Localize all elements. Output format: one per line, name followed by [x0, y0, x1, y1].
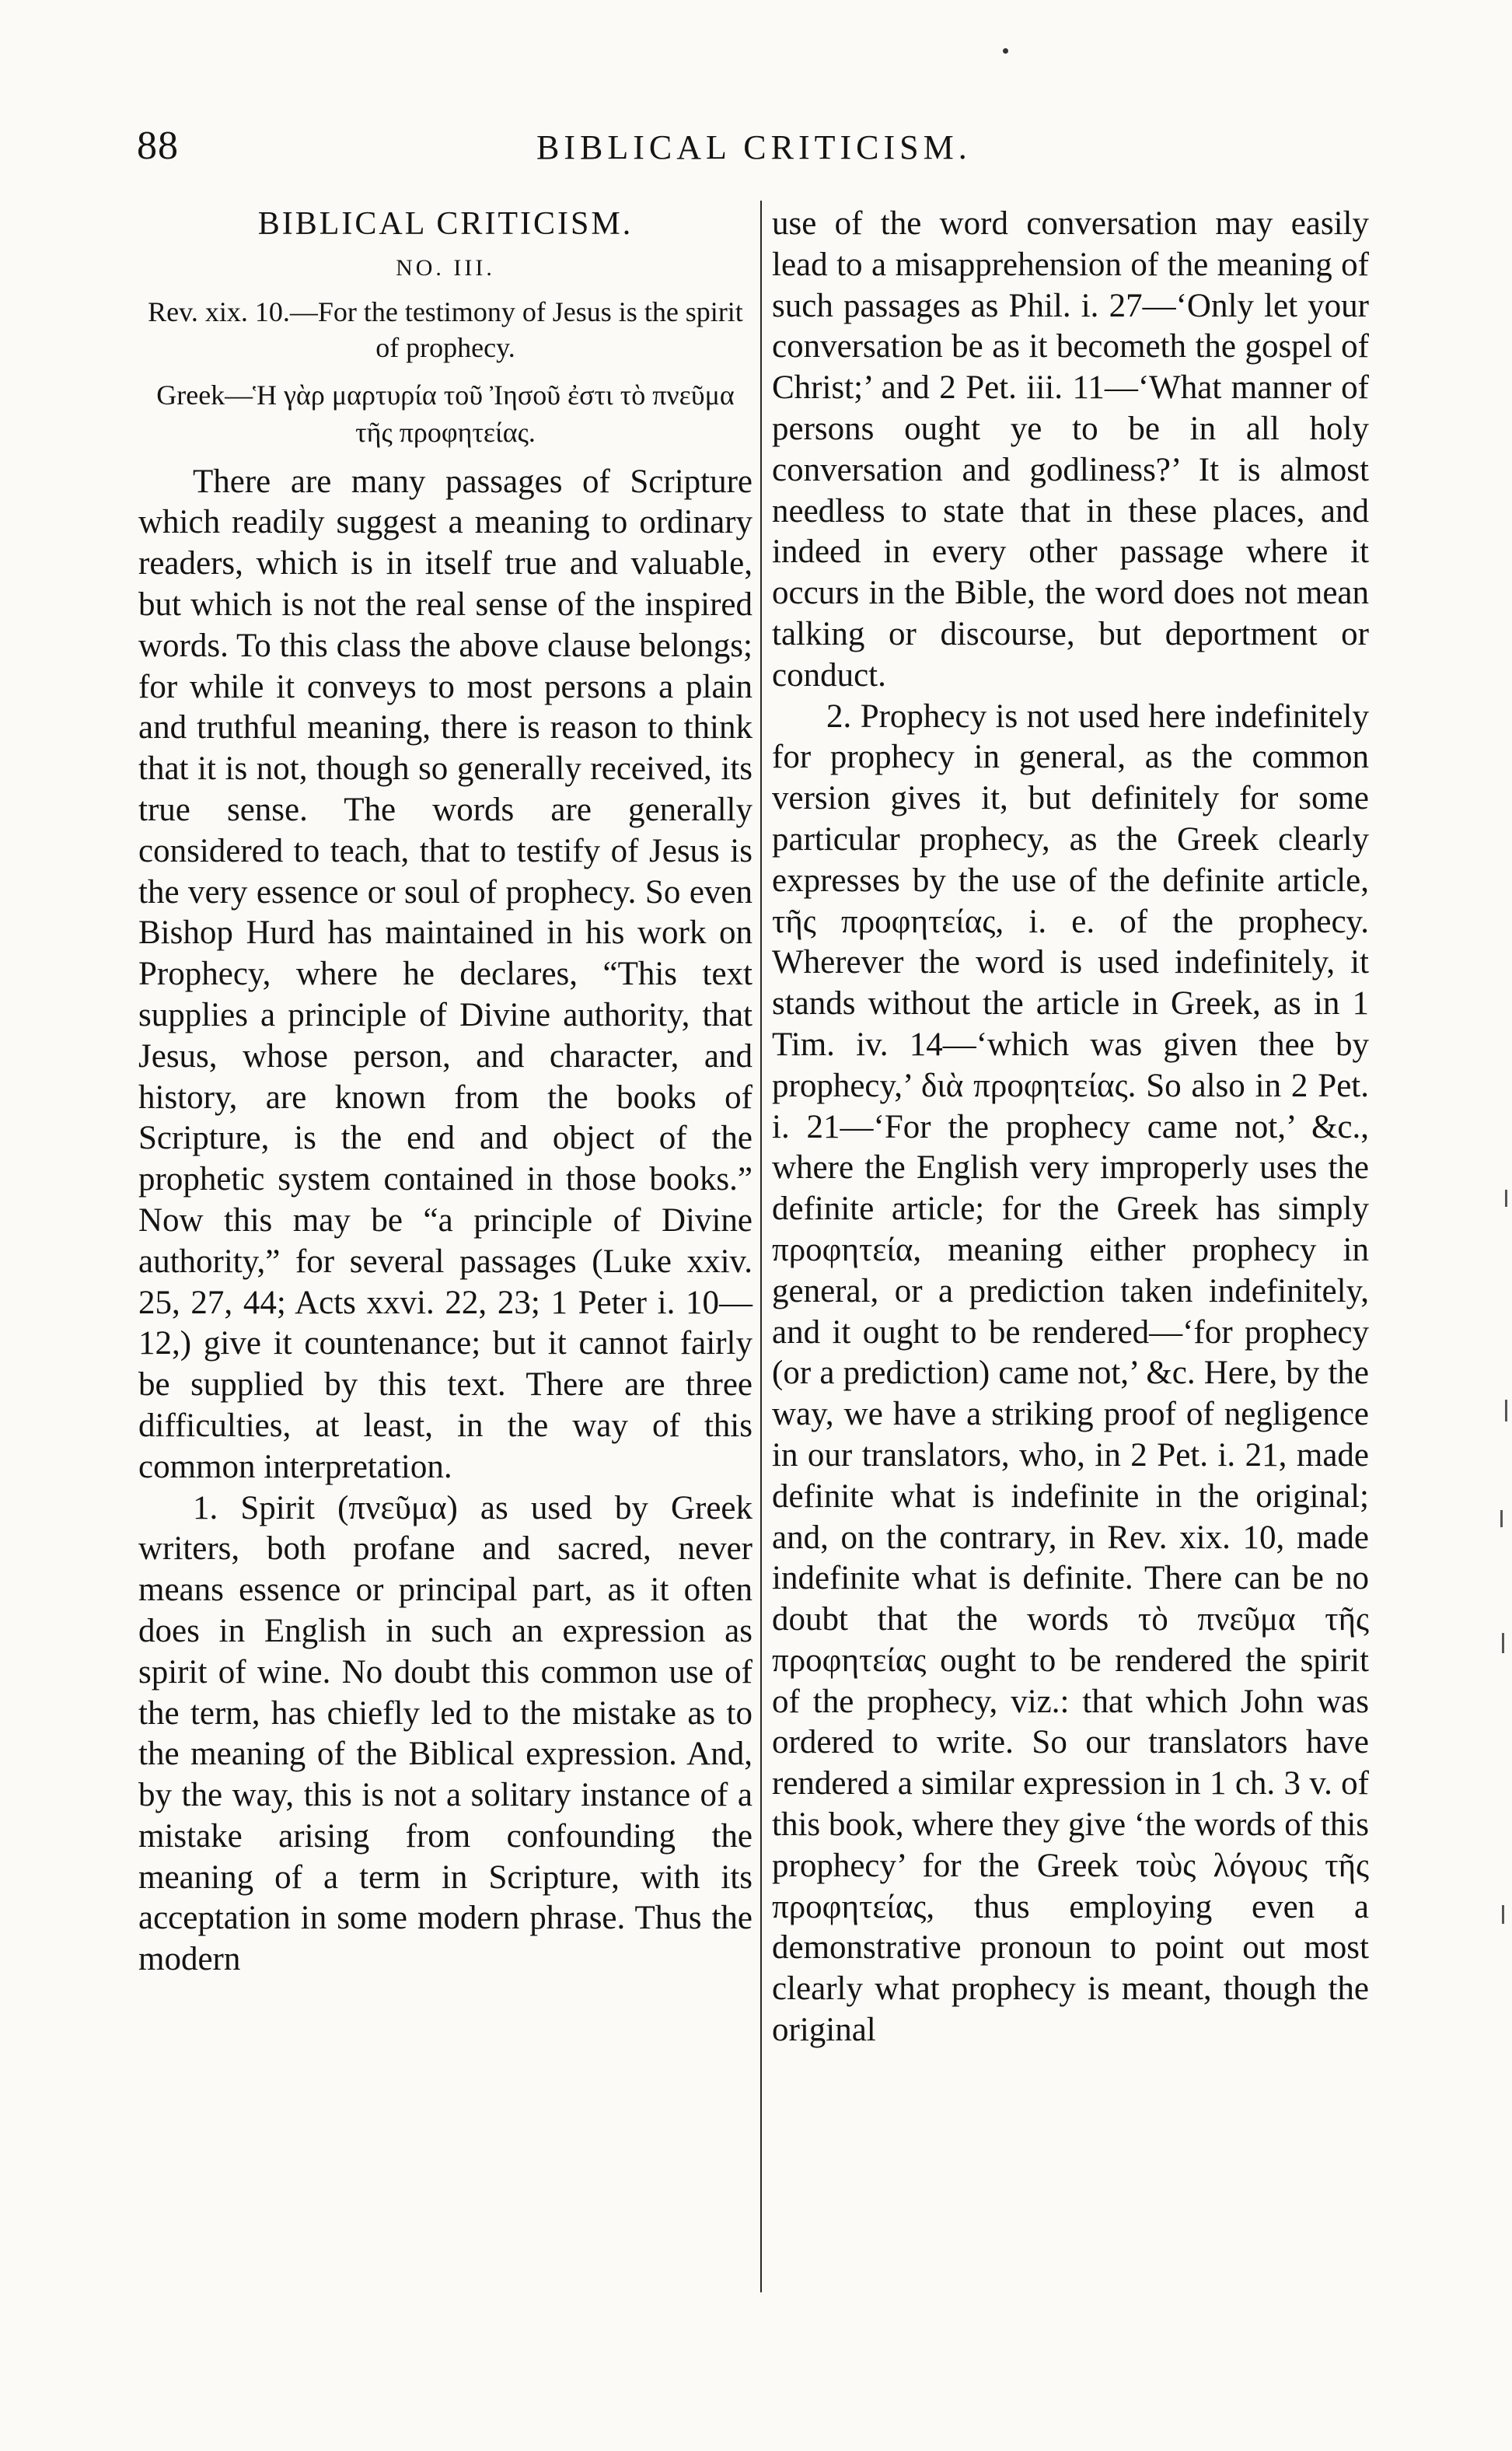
running-head: BIBLICAL CRITICISM. — [536, 128, 972, 166]
article-title: BIBLICAL CRITICISM. — [257, 206, 634, 242]
margin-mark — [1502, 1633, 1504, 1653]
paragraph-point-two: 2. Prophecy is not used here indefinitely for prophecy in general, as the common version gives it, but definitely for some particular prophecy, as the Greek clearly expresses by the use of the definite article, τῆς προφητείας, i. e. of the prophecy. Wherever the word is used indefinitely, it stands without the article in Greek, as in 1 Tim. iv. 14—‘which was given thee by prophecy,’ διὰ προφητείας. So also in 2 Pet. i. 21—‘For the prophecy came not,’ &c., where the English very improperly uses the definite article; for the Greek has simply προφητεία, meaning either prophecy in general, or a prediction taken indefinitely, and it ought to be rendered—‘for prophecy (or a prediction) came not,’ &c. Here, by the way, we have a striking proof of negligence in our translators, who, in 2 Pet. i. 21, made definite what is indefinite in the original; and, on the contrary, in Rev. xix. 10, made indefinite what is definite. There can be no doubt that the words τὸ πνεῦμα τῆς προφητείας ought to be rendered the spirit of the prophecy, viz.: that which John was ordered to write. So our translators have rendered a similar expression in 1 ch. 3 v. of this book, where they give ‘the words of this prophecy’ for the Greek τοὺς λόγους τῆς προφητείας, thus employing even a demonstrative pronoun to point out most clearly what prophecy is meant, though the original — [772, 698, 1369, 2049]
margin-mark — [1502, 1905, 1504, 1924]
page-number: 88 — [137, 124, 179, 168]
left-column — [138, 204, 753, 1981]
article-number: NO. III. — [396, 254, 495, 281]
column-divider — [760, 201, 762, 2292]
margin-mark — [1505, 1190, 1507, 1207]
margin-mark — [1500, 1510, 1503, 1527]
scripture-reference: Rev. xix. 10.—For the testimony of Jesus is the spirit of prophecy. — [148, 295, 743, 363]
ink-speck — [1003, 48, 1008, 54]
paragraph-intro: There are many passages of Scripture which readily suggest a meaning to ordinary readers, which is in itself true and valuable, but which is not the real sense of the inspired words. To this class the above clause belongs; for while it conveys to most persons a plain and truthful meaning, there is reason to think that it is not, though so generally received, its true sense. The words are generally considered to teach, that to testify of Jesus is the very essence or soul of prophecy. So even Bishop Hurd has maintained in his work on Prophecy, where he declares, “This text supplies a principle of Divine authority, that Jesus, whose person, and character, and history, are known from the books of Scripture, is the end and object of the prophetic system contained in those books.” Now this may be “a principle of Divine authority,” for several passages (Luke xxiv. 25, 27, 44; Acts xxvi. 22, 23; 1 Peter i. 10—12,) give it countenance; but it cannot fairly be supplied by this text. There are three difficulties, at least, in the way of this common interpretation. — [138, 463, 753, 1485]
paragraph-point-one: 1. Spirit (πνεῦμα) as used by Greek writers, both profane and sacred, never means essence or principal part, as it often does in English in such an expression as spirit of wine. No doubt this common use of the term, has chiefly led to the mistake as to the meaning of the Biblical expression. And, by the way, this is not a solitary instance of a mistake arising from confounding the meaning of a term in Scripture, with its acceptation in some modern phrase. Thus the modern — [138, 1489, 753, 1978]
paragraph-continuation: use of the word conversation may easily lead to a misapprehension of the meaning of such passages as Phil. i. 27—‘Only let your conversation be as it becometh the gospel of Christ;’ and 2 Pet. iii. 11—‘What manner of persons ought ye to be in all holy conversation and godliness?’ It is almost needless to state that in these places, and indeed in every other passage where it occurs in the Bible, the word does not mean talking or discourse, but deportment or conduct. — [772, 205, 1369, 694]
margin-mark — [1505, 1400, 1507, 1421]
right-column — [772, 204, 1369, 2051]
greek-text: Greek—Ἡ γὰρ μαρτυρία τοῦ Ἰησοῦ ἐστι τὸ πνεῦμα τῆς προφητείας. — [156, 379, 735, 448]
